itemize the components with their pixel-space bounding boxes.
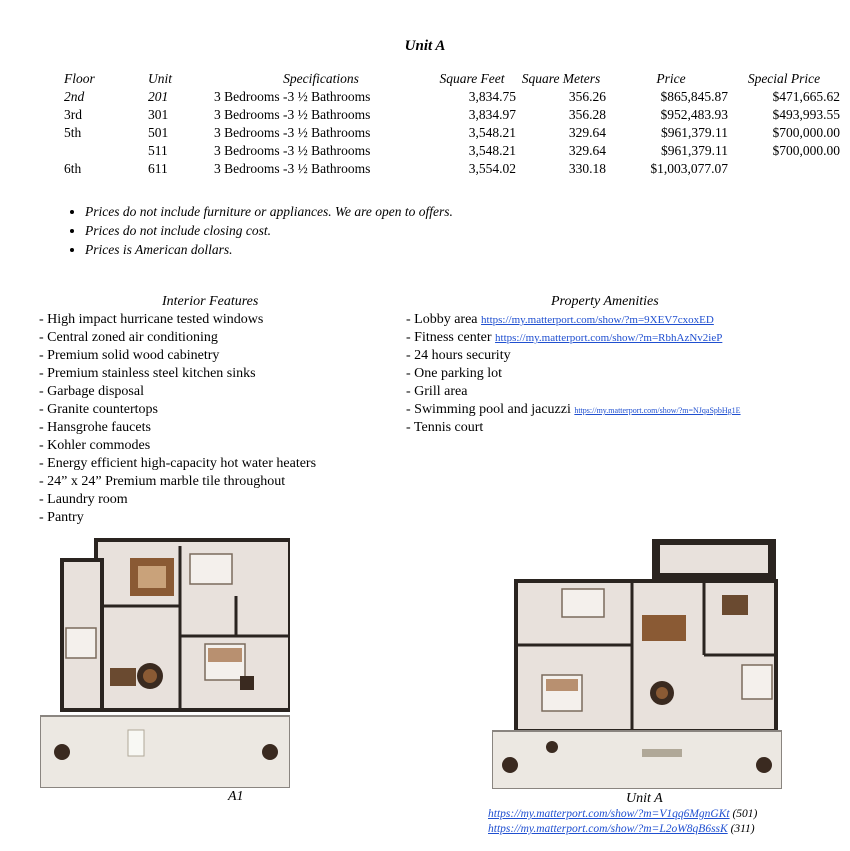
cell-price: $1,003,077.07	[650, 161, 728, 176]
list-item: - Tennis court	[406, 420, 484, 435]
table-row	[58, 106, 840, 124]
pool-tour-link[interactable]: https://my.matterport.com/show/?m=NJqaSpbHg1E	[574, 406, 741, 415]
list-item: - Laundry room	[39, 492, 128, 507]
list-item: - One parking lot	[406, 366, 503, 381]
cell-price: $961,379.11	[661, 143, 728, 158]
virtual-tour-links	[488, 807, 757, 837]
list-item	[406, 401, 741, 419]
cell-spec: 3 Bedrooms -3 ½ Bathrooms	[214, 143, 371, 158]
cell-spec: 3 Bedrooms -3 ½ Bathrooms	[214, 125, 371, 140]
header-unit: Unit	[148, 71, 173, 86]
floor-plan-unit-a-caption: Unit A	[626, 791, 663, 806]
amenity-text: - Swimming pool and jacuzzi	[406, 402, 575, 417]
list-item: - High impact hurricane tested windows	[39, 312, 264, 327]
list-item: - 24” x 24” Premium marble tile throughout	[39, 474, 286, 489]
cell-unit: 611	[148, 161, 168, 176]
cell-special-price	[728, 160, 840, 178]
cell-unit: 201	[148, 89, 169, 104]
cell-sqm: 329.64	[568, 143, 606, 158]
cell-floor	[58, 142, 136, 160]
header-floor: Floor	[64, 71, 95, 86]
cell-sqft: 3,548.21	[468, 143, 516, 158]
list-item: - Premium stainless steel kitchen sinks	[39, 366, 256, 381]
list-item	[406, 311, 741, 329]
interior-features-title: Interior Features	[162, 294, 259, 309]
interior-features-list	[39, 311, 316, 527]
list-item: - Hansgrohe faucets	[39, 420, 151, 435]
page-title: Unit A	[404, 38, 446, 54]
lobby-tour-link[interactable]: https://my.matterport.com/show/?m=9XEV7cxoxED	[481, 314, 714, 326]
property-amenities-list	[406, 311, 741, 437]
cell-sqm: 330.18	[568, 161, 606, 176]
tour-link-501[interactable]: https://my.matterport.com/show/?m=V1qq6MgnGKt	[488, 808, 730, 820]
cell-floor: 5th	[64, 125, 82, 140]
header-special-price: Special Price	[747, 71, 821, 86]
cell-special-price: $700,000.00	[772, 143, 840, 158]
list-item: - Granite countertops	[39, 402, 158, 417]
floor-plan-a1-caption: A1	[228, 789, 244, 804]
table-row	[58, 124, 840, 142]
tour-link-suffix: (501)	[729, 808, 758, 820]
note-item: • Prices do not include furniture or appliances. We are open to offers.	[85, 202, 453, 221]
note-item: • Prices is American dollars.	[85, 240, 453, 259]
cell-spec: 3 Bedrooms -3 ½ Bathrooms	[214, 89, 371, 104]
cell-spec: 3 Bedrooms -3 ½ Bathrooms	[214, 161, 371, 176]
header-specifications: Specifications	[283, 71, 359, 86]
price-notes	[60, 202, 453, 259]
cell-special-price: $471,665.62	[772, 89, 840, 104]
cell-unit: 501	[148, 125, 169, 140]
cell-spec: 3 Bedrooms -3 ½ Bathrooms	[214, 107, 371, 122]
cell-sqm: 329.64	[568, 125, 606, 140]
list-item: - Central zoned air conditioning	[39, 330, 218, 345]
floor-plan-a1	[40, 536, 290, 788]
tour-link-311[interactable]: https://my.matterport.com/show/?m=L2oW8qB6ssK	[488, 823, 728, 835]
cell-sqm: 356.28	[568, 107, 606, 122]
fitness-tour-link[interactable]: https://my.matterport.com/show/?m=RbhAzNv2ieP	[495, 332, 723, 344]
floor-plan-unit-a	[492, 535, 782, 789]
property-amenities-title: Property Amenities	[551, 294, 659, 309]
header-square-meters: Square Meters	[521, 71, 601, 86]
note-item: • Prices do not include closing cost.	[85, 221, 453, 240]
cell-floor: 3rd	[64, 107, 82, 122]
header-price: Price	[656, 71, 686, 86]
cell-unit: 301	[148, 107, 169, 122]
cell-special-price: $493,993.55	[772, 107, 840, 122]
table-row	[58, 88, 840, 106]
table-header-row	[58, 70, 840, 88]
header-square-feet: Square Feet	[439, 71, 505, 86]
amenity-text: - Lobby area	[406, 312, 482, 327]
list-item: - Pantry	[39, 510, 84, 525]
cell-sqft: 3,548.21	[468, 125, 516, 140]
tour-link-suffix: (311)	[727, 823, 755, 835]
table-row	[58, 160, 840, 178]
cell-sqft: 3,554.02	[468, 161, 516, 176]
list-item: - Kohler commodes	[39, 438, 151, 453]
cell-sqft: 3,834.97	[468, 107, 516, 122]
list-item: - Premium solid wood cabinetry	[39, 348, 220, 363]
cell-price: $952,483.93	[660, 107, 728, 122]
table-row	[58, 142, 840, 160]
list-item: - 24 hours security	[406, 348, 511, 363]
list-item: - Grill area	[406, 384, 468, 399]
cell-price: $961,379.11	[661, 125, 728, 140]
list-item: - Garbage disposal	[39, 384, 144, 399]
amenity-text: - Fitness center	[406, 330, 496, 345]
cell-floor: 2nd	[64, 89, 85, 104]
units-table	[58, 70, 840, 178]
cell-sqm: 356.26	[568, 89, 606, 104]
list-item: - Energy efficient high-capacity hot water heaters	[39, 456, 317, 471]
tour-link-row	[488, 822, 757, 837]
cell-unit: 511	[148, 143, 168, 158]
tour-link-row	[488, 807, 757, 822]
cell-price: $865,845.87	[660, 89, 728, 104]
cell-sqft: 3,834.75	[468, 89, 516, 104]
list-item	[406, 329, 741, 347]
cell-special-price: $700,000.00	[772, 125, 840, 140]
cell-floor: 6th	[64, 161, 82, 176]
